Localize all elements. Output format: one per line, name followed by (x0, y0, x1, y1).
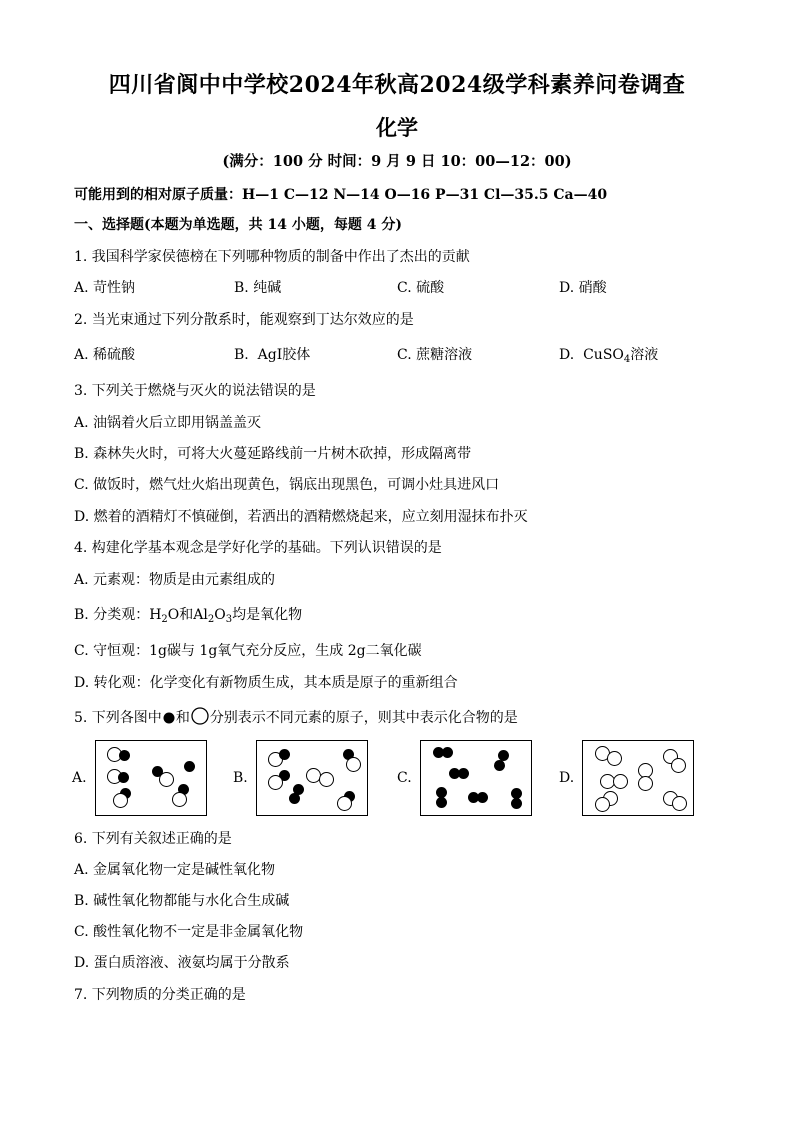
subject-title: 化学 (376, 115, 418, 140)
q2-option-c: C. 蔗糖溶液 (397, 347, 473, 363)
q1-stem: 1. 我国科学家侯德榜在下列哪种物质的制备中作出了杰出的贡献 (74, 249, 470, 265)
q1-option-d: D. 硝酸 (559, 280, 607, 296)
atom-filled (184, 761, 195, 772)
atom-empty (159, 772, 174, 787)
q5-option-d-label: D. (559, 770, 575, 786)
q4-option-d: D. 转化观：化学变化有新物质生成，其本质是原子的重新组合 (74, 675, 458, 691)
q2-option-d-sub: 4 (623, 354, 631, 365)
q2-option-d-formula: CuSO (583, 347, 624, 363)
q2-option-d-label: D. (559, 347, 575, 363)
atom-filled (279, 749, 290, 760)
q4-stem: 4. 构建化学基本观念是学好化学的基础。下列认识错误的是 (74, 540, 442, 556)
atom-empty (268, 775, 283, 790)
atom-empty (337, 796, 352, 811)
q4-formula-al-o-sub: 3 (225, 614, 233, 625)
atom-filled (458, 768, 469, 779)
q3-stem: 3. 下列关于燃烧与灭火的说法错误的是 (74, 383, 316, 399)
q4-formula-al: Al (193, 607, 208, 623)
q2-stem: 2. 当光束通过下列分散系时，能观察到丁达尔效应的是 (74, 312, 414, 328)
q5-stem (74, 707, 518, 729)
q4-formula-h-sub: 2 (161, 614, 168, 625)
q3-option-a: A. 油锅着火后立即用锅盖盖灭 (74, 415, 262, 431)
q2-option-b-formula: AgI (257, 347, 283, 363)
atom-empty (638, 776, 653, 791)
atomic-masses: 可能用到的相对原子质量：H—1 C—12 N—14 O—16 P—31 Cl—35.5 Ca—40 (74, 187, 608, 203)
q6-option-a: A. 金属氧化物一定是碱性氧化物 (74, 862, 276, 878)
q2-option-d-text: 溶液 (630, 347, 659, 363)
q6-option-c: C. 酸性氧化物不一定是非金属氧化物 (74, 924, 304, 940)
atom-empty (319, 772, 334, 787)
atom-filled (477, 792, 488, 803)
atom-filled (442, 747, 453, 758)
atom-empty (346, 757, 361, 772)
section1-title: 一、选择题(本题为单选题，共 14 小题，每题 4 分) (74, 217, 402, 233)
filled-atom-icon (162, 711, 176, 729)
q2-option-d (559, 344, 658, 365)
q5-option-a-label: A. (72, 770, 87, 786)
atom-empty (595, 797, 610, 812)
q5-figure-a (95, 740, 207, 816)
atom-filled (119, 750, 130, 761)
q2-option-b-label: B. (234, 347, 249, 363)
atom-filled (289, 793, 300, 804)
exam-info: (满分：100 分 时间：9 月 9 日 10：00—12：00) (222, 153, 572, 170)
q4-formula-h: H (149, 607, 162, 623)
q4-option-a: A. 元素观：物质是由元素组成的 (74, 572, 276, 588)
q7-stem: 7. 下列物质的分类正确的是 (74, 987, 246, 1003)
atom-filled (494, 760, 505, 771)
q2-option-b (234, 344, 310, 364)
q5-option-b-label: B. (233, 770, 248, 786)
q1-option-b: B. 纯碱 (234, 280, 282, 296)
q4-option-b-suffix: 均是氧化物 (232, 607, 303, 623)
q4-formula-al-sub: 2 (207, 614, 215, 625)
atom-empty (172, 792, 187, 807)
q4-option-b (74, 604, 302, 625)
q4-option-c: C. 守恒观：1g碳与 1g氧气充分反应，生成 2g二氧化碳 (74, 643, 422, 659)
q4-formula-al-o: O (214, 607, 226, 623)
q4-option-b-prefix: B. 分类观： (74, 607, 150, 623)
atom-empty (613, 774, 628, 789)
q5-figure-c (420, 740, 532, 816)
atom-empty (607, 751, 622, 766)
q4-option-b-and: 和 (179, 607, 194, 623)
atom-filled (511, 798, 522, 809)
q2-option-a: A. 稀硫酸 (74, 347, 136, 363)
q3-option-b: B. 森林失火时，可将大火蔓延路线前一片树木砍掉，形成隔离带 (74, 446, 472, 462)
q2-option-b-text: 胶体 (282, 347, 311, 363)
q3-option-d: D. 燃着的酒精灯不慎碰倒，若洒出的酒精燃烧起来，应立刻用湿抹布扑灭 (74, 509, 528, 525)
atom-filled (436, 797, 447, 808)
q6-stem: 6. 下列有关叙述正确的是 (74, 831, 232, 847)
exam-title: 四川省阆中中学校2024年秋高2024级学科素养问卷调查 (108, 72, 686, 98)
q5-figure-b (256, 740, 368, 816)
q6-option-d: D. 蛋白质溶液、液氨均属于分散系 (74, 955, 290, 971)
atom-empty (671, 758, 686, 773)
q5-stem-suffix: 分别表示不同元素的原子，则其中表示化合物的是 (209, 710, 518, 726)
q4-formula-o: O (167, 607, 180, 623)
q5-figure-d (582, 740, 694, 816)
q1-option-a: A. 苛性钠 (74, 280, 136, 296)
q5-stem-and: 和 (175, 710, 190, 726)
atom-filled (118, 772, 129, 783)
atom-empty (672, 796, 687, 811)
q3-option-c: C. 做饭时，燃气灶火焰出现黄色，锅底出现黑色，可调小灶具进风口 (74, 477, 500, 493)
q6-option-b: B. 碱性氧化物都能与水化合生成碱 (74, 893, 290, 909)
q5-stem-prefix: 5. 下列各图中 (74, 710, 162, 726)
q1-option-c: C. 硫酸 (397, 280, 445, 296)
atom-empty (113, 793, 128, 808)
q5-option-c-label: C. (397, 770, 412, 786)
empty-atom-icon (190, 707, 210, 729)
